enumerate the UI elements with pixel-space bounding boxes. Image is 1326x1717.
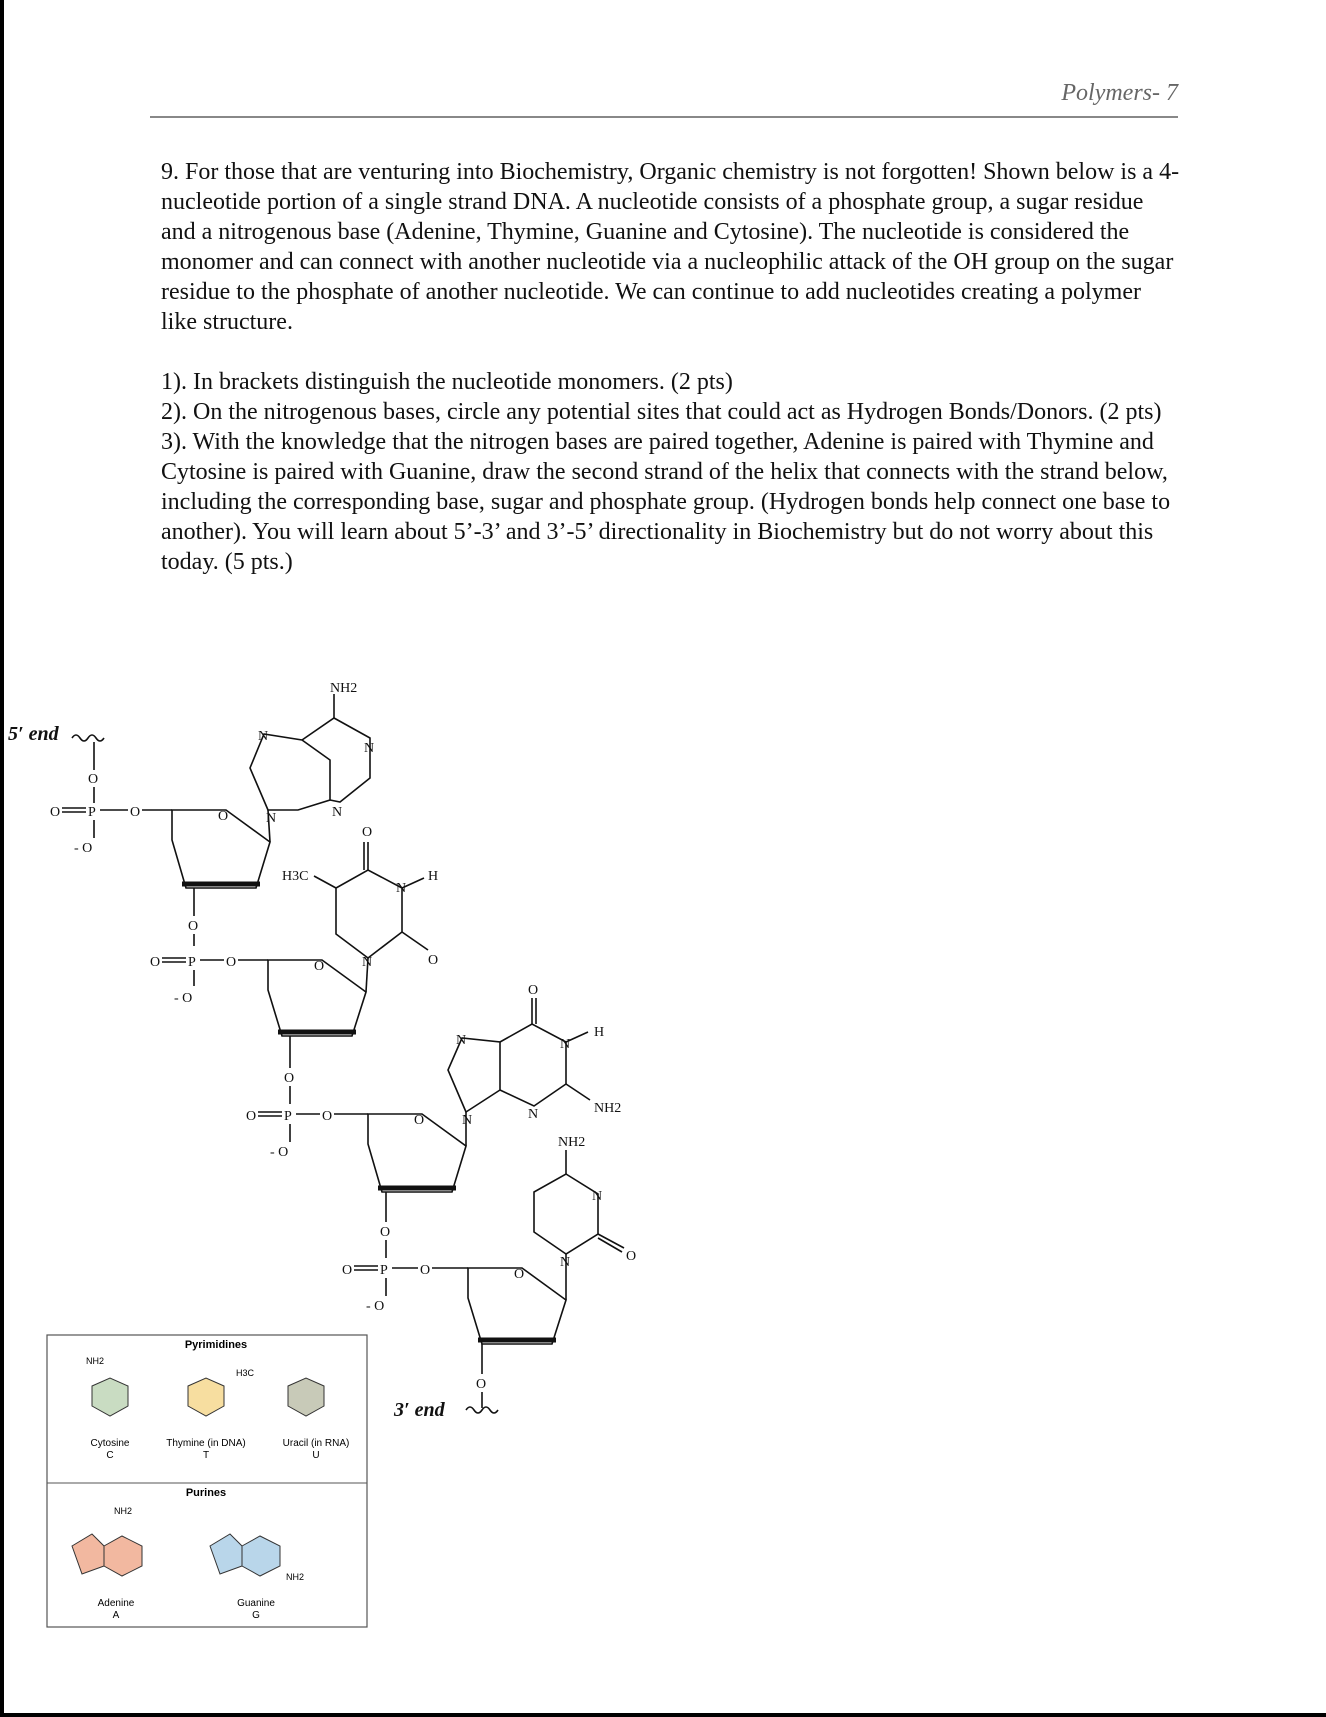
sugar-ring-2 <box>268 958 368 1068</box>
atom-p: P <box>188 955 196 970</box>
three-prime-label: 3′ end <box>394 1399 445 1421</box>
phosphate-group-1 <box>50 772 172 856</box>
purines-heading: Purines <box>185 1487 227 1499</box>
atom-o: O <box>476 1377 487 1392</box>
atom-o: O <box>188 919 199 934</box>
atom-p: P <box>88 805 96 820</box>
atom-o: O <box>130 805 141 820</box>
dna-strand-diagram <box>0 680 700 1440</box>
atom-nh2: NH2 <box>114 1506 133 1516</box>
atom-o: O <box>528 983 539 998</box>
page-header-title: Polymers- 7 <box>1061 80 1178 106</box>
atom-n: N <box>592 1189 603 1204</box>
cytosine-abbr: C <box>106 1450 114 1461</box>
atom-nh2: NH2 <box>594 1101 622 1116</box>
task-3: 3). With the knowledge that the nitrogen bases are paired together, Adenine is paired with Thymine and Cytosine is paired with Guanine, draw the second strand of the helix that connects with the strand below, including the corresponding base, sugar and phosphate group. (Hydrogen bonds help connect one base to another). You will learn about 5’-3’ and 3’-5’ directionality in Biochemistry but do not worry about this today. (5 pts.) <box>161 429 1171 575</box>
atom-o: O <box>342 1263 353 1278</box>
atom-n: N <box>266 811 277 826</box>
atom-ch3: H3C <box>236 1368 255 1378</box>
atom-o: O <box>322 1109 333 1124</box>
atom-h: H <box>594 1025 605 1040</box>
sugar-ring-4 <box>468 1254 566 1374</box>
atom-nh2: NH2 <box>86 1356 105 1366</box>
atom-o: O <box>226 955 237 970</box>
thymine-label: Thymine (in DNA) <box>166 1438 246 1449</box>
atom-neg-o: - O <box>174 991 193 1006</box>
sugar-ring-1 <box>172 809 270 916</box>
atom-nh2: NH2 <box>558 1135 586 1150</box>
question-text: 9. For those that are venturing into Biochemistry, Organic chemistry is not forgotten! Shown below is a 4-nucleotide portion of a single strand DNA. A nucleotide consists of a phosphate group, a sugar residue and a nitrogenous base (Adenine, Thymine, Guanine and Cytosine). The nucleotide is considered the monomer and can connect with another nucleotide via a nucleophilic attack of the OH group on the sugar residue to the phosphate of another nucleotide. We can continue to add nucleotides creating a polymer like structure. <box>161 159 1180 335</box>
atom-n: N <box>396 881 407 896</box>
atom-o: O <box>88 772 99 787</box>
atom-n: N <box>528 1107 539 1122</box>
task-2: 2). On the nitrogenous bases, circle any potential sites that could act as Hydrogen Bonds/Donors. (2 pts) <box>161 399 1162 425</box>
atom-n: N <box>560 1037 571 1052</box>
atom-o: O <box>380 1225 391 1240</box>
atom-o: O <box>246 1109 257 1124</box>
atom-p: P <box>284 1109 292 1124</box>
adenine-structure <box>72 1506 142 1621</box>
atom-n: N <box>258 729 269 744</box>
uracil-abbr: U <box>312 1450 320 1461</box>
adenine-abbr: A <box>112 1610 120 1621</box>
atom-o: O <box>626 1249 637 1264</box>
guanine-base <box>448 983 621 1128</box>
atom-n: N <box>364 741 375 756</box>
atom-n: N <box>456 1033 467 1048</box>
atom-h3c: H3C <box>282 869 309 884</box>
thymine-base <box>282 825 438 970</box>
atom-o: O <box>50 805 61 820</box>
atom-h: H <box>428 869 439 884</box>
atom-nh2: NH2 <box>330 681 358 696</box>
cytosine-base <box>534 1135 636 1270</box>
atom-o: O <box>420 1263 431 1278</box>
atom-o: O <box>284 1071 295 1086</box>
guanine-label: Guanine <box>237 1598 275 1609</box>
thymine-structure <box>166 1368 254 1461</box>
atom-o: O <box>428 953 439 968</box>
sugar-ring-3 <box>368 1112 466 1222</box>
atom-n: N <box>462 1113 473 1128</box>
adenine-label: Adenine <box>97 1598 135 1609</box>
guanine-structure <box>210 1534 304 1621</box>
thymine-abbr: T <box>202 1450 210 1461</box>
cytosine-label: Cytosine <box>90 1438 130 1449</box>
cytosine-structure <box>86 1356 130 1461</box>
atom-neg-o: - O <box>270 1145 289 1160</box>
atom-n: N <box>362 955 373 970</box>
wavy-bond-5prime <box>72 735 104 741</box>
phosphate-group-3 <box>246 1071 368 1160</box>
atom-o: O <box>218 809 229 824</box>
header-divider <box>150 116 1178 118</box>
atom-neg-o: - O <box>74 841 93 856</box>
adenine-base <box>250 681 374 826</box>
guanine-abbr: G <box>252 1610 260 1621</box>
uracil-label: Uracil (in RNA) <box>282 1438 350 1449</box>
atom-o: O <box>314 959 325 974</box>
five-prime-label: 5′ end <box>8 723 59 745</box>
uracil-structure <box>283 1378 350 1461</box>
atom-n: N <box>332 805 343 820</box>
nucleobase-legend <box>46 1334 368 1628</box>
atom-o: O <box>514 1267 525 1282</box>
page-bottom-edge <box>0 1713 1326 1717</box>
atom-n: N <box>560 1255 571 1270</box>
phosphate-group-2 <box>150 919 268 1006</box>
atom-o: O <box>362 825 373 840</box>
task-1: 1). In brackets distinguish the nucleotide monomers. (2 pts) <box>161 369 733 395</box>
atom-nh2: NH2 <box>286 1572 305 1582</box>
atom-neg-o: - O <box>366 1299 385 1314</box>
phosphate-group-4 <box>342 1225 468 1314</box>
atom-o: O <box>150 955 161 970</box>
pyrimidines-heading: Pyrimidines <box>184 1339 248 1351</box>
atom-o: O <box>414 1113 425 1128</box>
atom-p: P <box>380 1263 388 1278</box>
task-list <box>161 367 1181 577</box>
